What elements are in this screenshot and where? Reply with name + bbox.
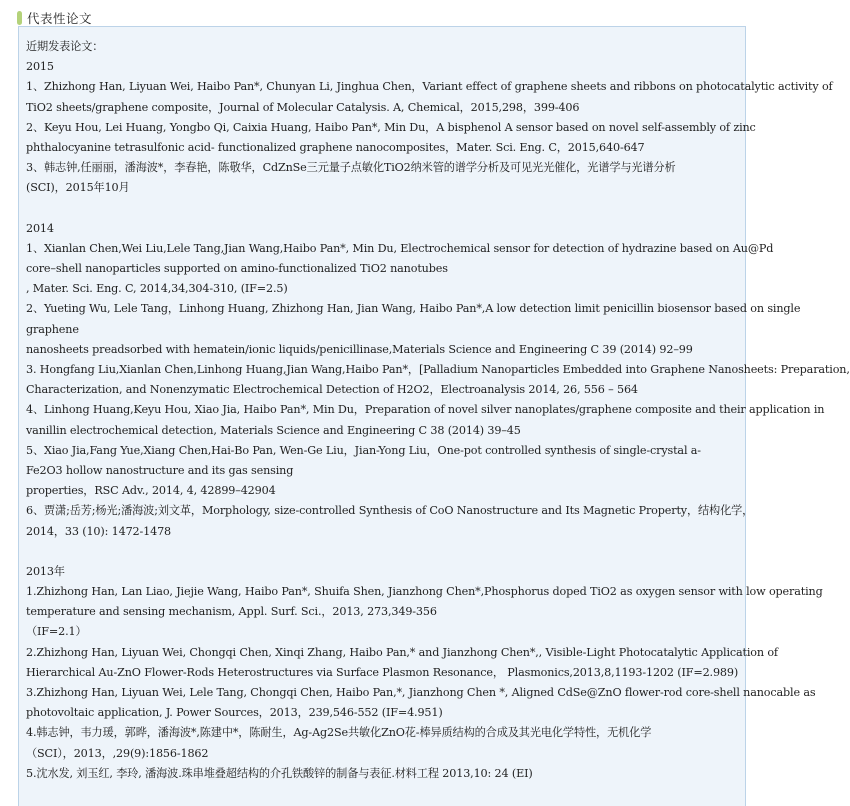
paper-line: nanosheets preadsorbed with hematein/ionic liquids/penicillinase,Materials Science and Engineering C 39 (2014) 92–99 [26,342,693,356]
paper-line: 3、韩志钟,任丽丽，潘海波*，李春艳，陈敬华，CdZnSe三元量子点敏化TiO2纳米管的谱学分析及可见光光催化，光谱学与光谱分析 [26,161,676,175]
spacer [26,199,745,219]
section-header [17,10,92,26]
paper-line: (SCI)，2015年10月 [26,181,130,195]
paper-line: properties，RSC Adv., 2014, 4, 42899–42904 [26,484,276,498]
paper-line: phthalocyanine tetrasulfonic acid- functionalized graphene nanocomposites，Mater. Sci. Eng. C，2015,640-647 [26,140,645,154]
paper-line: 1、Zhizhong Han, Liyuan Wei, Haibo Pan*, Chunyan Li, Jinghua Chen，Variant effect of graphene sheets and ribbons on photocatalytic activity of [26,80,833,94]
paper-line: Fe2O3 hollow nanostructure and its gas sensing [26,463,294,477]
paper-line: temperature and sensing mechanism, Appl. Surf. Sci.，2013, 273,349-356 [26,605,437,619]
papers-panel [18,26,850,806]
spacer [26,542,745,562]
paper-line: photovoltaic application, J. Power Sources，2013，239,546-552 (IF=4.951) [26,706,443,720]
paper-line: 4、Linhong Huang,Keyu Hou, Xiao Jia, Haibo Pan*, Min Du，Preparation of novel silver nanoplates/graphene composite and their application in [26,403,825,417]
paper-line: 1、Xianlan Chen,Wei Liu,Lele Tang,Jian Wang,Haibo Pan*, Min Du, Electrochemical sensor for detection of hydrazine based on Au@Pd [26,241,774,255]
paper-line: Characterization, and Nonenzymatic Electrochemical Detection of H2O2，Electroanalysis 2014, 26, 556 – 564 [26,383,638,397]
paper-line: TiO2 sheets/graphene composite，Journal of Molecular Catalysis. A, Chemical，2015,298，399-406 [26,100,580,114]
paper-line: 1.Zhizhong Han, Lan Liao, Jiejie Wang, Haibo Pan*, Shuifa Shen, Jianzhong Chen*,Phosphorus doped TiO2 as oxygen sensor with low operating [26,585,823,599]
paper-line: 3.Zhizhong Han, Liyuan Wei, Lele Tang, Chongqi Chen, Haibo Pan,*, Jianzhong Chen *, Aligned CdSe@ZnO flower-rod core-shell nanocable as [26,686,816,699]
paper-line: , Mater. Sci. Eng. C, 2014,34,304-310, (IF=2.5) [26,282,288,296]
paper-line: （IF=2.1） [26,625,87,639]
paper-line: 4.韩志钟，韦力瑗，郭晔，潘海波*,陈建中*，陈耐生，Ag-Ag2Se共敏化ZnO花-棒异质结构的合成及其光电化学特性，无机化学 [26,726,652,740]
year-heading-2013: 2013年 [26,564,65,578]
section-marker [17,11,22,25]
paper-line: 2.Zhizhong Han, Liyuan Wei, Chongqi Chen, Xinqi Zhang, Haibo Pan,* and Jianzhong Chen*,, Visible-Light Photocatalytic Application of [26,645,778,659]
paper-line: 2014，33 (10): 1472-1478 [26,524,172,538]
paper-line: 3. Hongfang Liu,Xianlan Chen,Linhong Huang,Jian Wang,Haibo Pan*，[Palladium Nanoparticles Embedded into Graphene Nanosheets: Preparation, [26,363,850,376]
paper-line: 5、Xiao Jia,Fang Yue,Xiang Chen,Hai-Bo Pan, Wen-Ge Liu，Jian-Yong Liu，One-pot controlled synthesis of single-crystal a- [26,443,701,457]
intro-heading: 近期发表论文： [26,40,104,53]
section-title: 代表性论文 [27,11,93,26]
paper-line: 2、Yueting Wu, Lele Tang，Linhong Huang, Zhizhong Han, Jian Wang, Haibo Pan*,A low detection limit penicillin biosensor based on single [26,302,801,316]
year-heading-2014: 2014 [26,221,54,235]
year-heading-2015: 2015 [26,60,54,74]
paper-line: Hierarchical Au-ZnO Flower-Rods Heterostructures via Surface Plasmon Resonance， Plasmonics,2013,8,1193-1202 (IF=2.989) [26,665,739,679]
paper-line: vanillin electrochemical detection, Materials Science and Engineering C 38 (2014) 39–45 [26,423,521,437]
paper-line: 5.沈水发, 刘玉红, 李玲, 潘海波.珠串堆叠超结构的介孔铁酸锌的制备与表征.材料工程 2013,10: 24 (EI) [26,766,533,780]
paper-line: 6、贾潇;岳芳;杨光;潘海波;刘文革，Morphology, size-controlled Synthesis of CoO Nanostructure and Its Magnetic Property，结构化学， [26,504,754,518]
paper-line: （SCI），2013，,29(9):1856-1862 [26,746,209,760]
paper-line: 2、Keyu Hou, Lei Huang, Yongbo Qi, Caixia Huang, Haibo Pan*, Min Du，A bisphenol A sensor based on novel self-assembly of zinc [26,120,756,134]
paper-line: graphene [26,322,79,336]
paper-line: core–shell nanoparticles supported on amino-functionalized TiO2 nanotubes [26,262,448,276]
